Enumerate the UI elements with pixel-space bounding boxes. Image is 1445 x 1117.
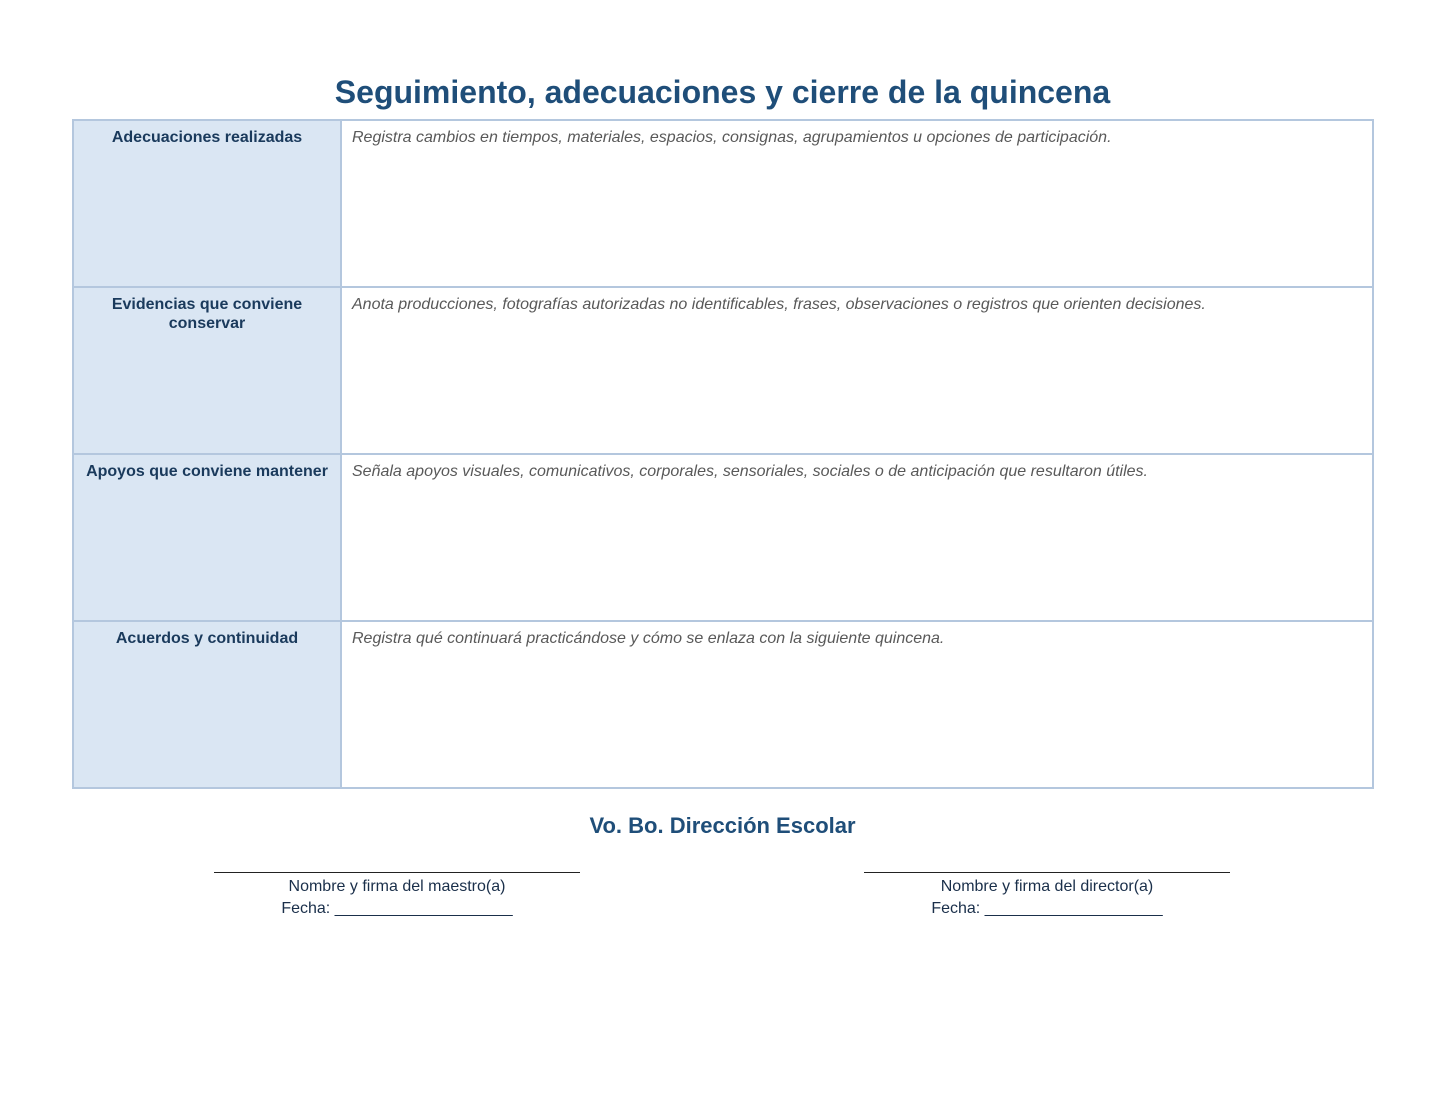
teacher-signature-block — [214, 872, 580, 920]
row-label-adecuaciones: Adecuaciones realizadas — [73, 120, 341, 287]
entry-field-evidencias[interactable]: Anota producciones, fotografías autorizadas no identificables, frases, observaciones o registros que orienten decisiones. — [341, 287, 1373, 454]
approval-heading: Vo. Bo. Dirección Escolar — [589, 813, 856, 838]
page-title: Seguimiento, adecuaciones y cierre de la quincena — [334, 74, 1111, 110]
follow-up-table — [72, 119, 1374, 789]
table-row — [73, 120, 1373, 287]
entry-field-acuerdos[interactable]: Registra qué continuará practicándose y cómo se enlaza con la siguiente quincena. — [341, 621, 1373, 788]
entry-field-apoyos[interactable]: Señala apoyos visuales, comunicativos, corporales, sensoriales, sociales o de anticipación que resultaron útiles. — [341, 454, 1373, 621]
table-row — [73, 621, 1373, 788]
teacher-signature-label: Nombre y firma del maestro(a) — [288, 878, 506, 895]
table-row — [73, 454, 1373, 621]
director-date-field[interactable]: Fecha: ____________________ — [931, 900, 1163, 917]
teacher-signature-line[interactable] — [214, 872, 580, 873]
teacher-date-field[interactable]: Fecha: ____________________ — [281, 900, 513, 917]
row-label-evidencias: Evidencias que conviene conservar — [73, 287, 341, 454]
entry-field-adecuaciones[interactable]: Registra cambios en tiempos, materiales, espacios, consignas, agrupamientos u opciones de participación. — [341, 120, 1373, 287]
row-label-acuerdos: Acuerdos y continuidad — [73, 621, 341, 788]
director-signature-line[interactable] — [864, 872, 1230, 873]
director-signature-block — [864, 872, 1230, 920]
table-row — [73, 287, 1373, 454]
row-label-apoyos: Apoyos que conviene mantener — [73, 454, 341, 621]
director-signature-label: Nombre y firma del director(a) — [940, 878, 1154, 895]
